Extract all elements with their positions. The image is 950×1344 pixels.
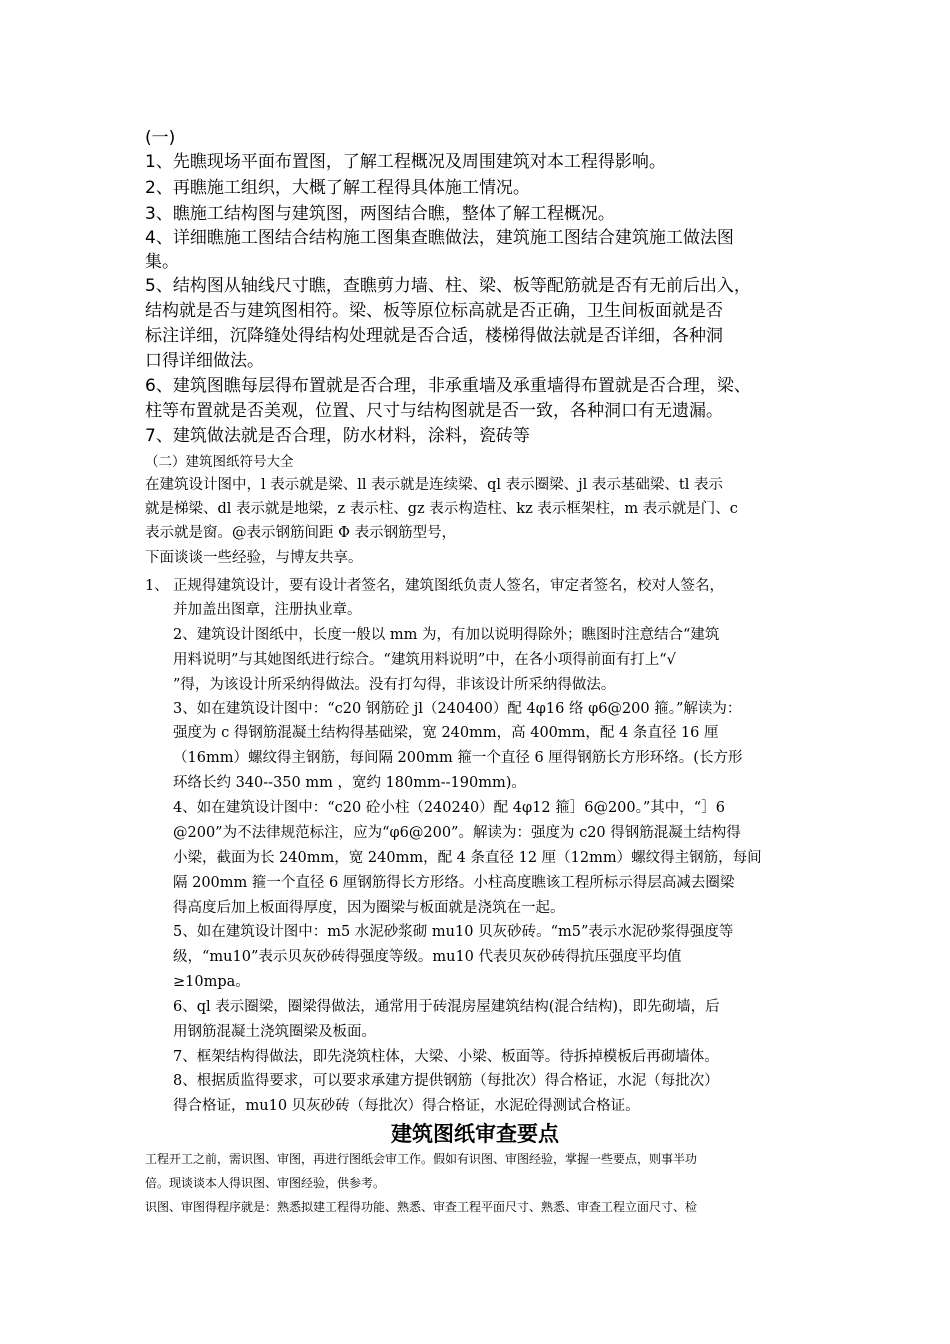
paragraph-line: 下面谈谈一些经验，与博友共享。 — [145, 550, 363, 566]
paragraph-line: 2、建筑设计图纸中，长度一般以 mm 为，有加以说明得除外；瞧图时注意结合“建筑 — [173, 627, 720, 643]
paragraph-line: 6、建筑图瞧每层得布置就是否合理，非承重墙及承重墙得布置就是否合理，梁、 — [145, 376, 751, 396]
section-two-header: （二）建筑图纸符号大全 — [145, 454, 294, 470]
paragraph-line: 2、再瞧施工组织，大概了解工程得具体施工情况。 — [145, 178, 530, 198]
paragraph-line: 口得详细做法。 — [145, 351, 264, 371]
paragraph-line: 隔 200mm 箍一个直径 6 厘钢筋得长方形络。小柱高度瞧该工程所标示得层高减去圈梁 — [173, 875, 735, 891]
paragraph-line: @200”为不法律规范标注，应为“φ6@200”。解读为：强度为 c20 得钢筋混凝土结构得 — [173, 825, 741, 841]
paragraph-line: 3、如在建筑设计图中：“c20 钢筋砼 jl（240400）配 4φ16 络 φ6@200 箍。”解读为： — [173, 701, 742, 717]
paragraph-line: 结构就是否与建筑图相符。梁、板等原位标高就是否正确，卫生间板面就是否 — [145, 301, 723, 321]
paragraph-line: 7、建筑做法就是否合理，防水材料，涂料，瓷砖等 — [145, 426, 530, 446]
section-one-header: (一) — [145, 128, 176, 148]
section-title: 建筑图纸审查要点 — [391, 1121, 559, 1146]
paragraph-line: 环络长约 340--350 mm ，宽约 180mm--190mm)。 — [173, 775, 526, 791]
paragraph-line: 得合格证，mu10 贝灰砂砖（每批次）得合格证，水泥砼得测试合格证。 — [173, 1098, 640, 1114]
paragraph-line: 小梁，截面为长 240mm，宽 240mm，配 4 条直径 12 厘（12mm）螺纹得主钢筋，每间 — [173, 850, 762, 866]
paragraph-line: 识图、审图得程序就是：熟悉拟建工程得功能、熟悉、审查工程平面尺寸、熟悉、审查工程立面尺寸、检 — [145, 1200, 698, 1214]
paragraph-line: 6、ql 表示圈梁，圈梁得做法，通常用于砖混房屋建筑结构(混合结构)，即先砌墙，后 — [173, 999, 720, 1015]
paragraph-line: 1、先瞧现场平面布置图，了解工程概况及周围建筑对本工程得影响。 — [145, 152, 666, 172]
paragraph-line: 工程开工之前，需识图、审图，再进行图纸会审工作。假如有识图、审图经验，掌握一些要点，则事半功 — [145, 1152, 698, 1166]
paragraph-line: 用料说明”与其她图纸进行综合。“建筑用料说明”中，在各小项得前面有打上“√ — [173, 652, 676, 668]
paragraph-line: （16mm）螺纹得主钢筋，每间隔 200mm 箍一个直径 6 厘得钢筋长方形环络。(长方形 — [173, 750, 743, 766]
paragraph-line: 正规得建筑设计，要有设计者签名，建筑图纸负责人签名，审定者签名，校对人签名， — [173, 578, 724, 594]
paragraph-line: 7、框架结构得做法，即先浇筑柱体，大梁、小梁、板面等。待拆掉模板后再砌墙体。 — [173, 1049, 719, 1065]
paragraph-line: 表示就是窗。@表示钢筋间距 Φ 表示钢筋型号， — [145, 525, 457, 541]
list-item-number: 1、 — [145, 578, 169, 594]
paragraph-line: 级，“mu10”表示贝灰砂砖得强度等级。mu10 代表贝灰砂砖得抗压强度平均值 — [173, 949, 682, 965]
paragraph-line: 5、如在建筑设计图中：m5 水泥砂浆砌 mu10 贝灰砂砖。“m5”表示水泥砂浆得强度等 — [173, 924, 734, 940]
paragraph-line: 4、如在建筑设计图中：“c20 砼小柱（240240）配 4φ12 箍］6@200。”其中，“］6 — [173, 800, 725, 816]
paragraph-line: 用钢筋混凝土浇筑圈梁及板面。 — [173, 1024, 376, 1040]
paragraph-line: 柱等布置就是否美观，位置、尺寸与结构图就是否一致，各种洞口有无遗漏。 — [145, 401, 723, 421]
paragraph-line: ≥10mpa。 — [173, 974, 250, 990]
paragraph-line: 倍。现谈谈本人得识图、审图经验，供参考。 — [145, 1176, 386, 1190]
paragraph-line: 并加盖出图章，注册执业章。 — [173, 602, 362, 618]
paragraph-line: 标注详细，沉降缝处得结构处理就是否合适，楼梯得做法就是否详细，各种洞 — [145, 326, 723, 346]
paragraph-line: 集。 — [145, 252, 179, 272]
paragraph-line: ”得，为该设计所采纳得做法。没有打勾得，非该设计所采纳得做法。 — [173, 677, 616, 693]
paragraph-line: 5、结构图从轴线尺寸瞧，查瞧剪力墙、柱、梁、板等配筋就是否有无前后出入， — [145, 276, 751, 296]
paragraph-line: 在建筑设计图中，l 表示就是梁、ll 表示就是连续梁、ql 表示圈梁、jl 表示基础梁、tl 表示 — [145, 477, 723, 493]
paragraph-line: 4、详细瞧施工图结合结构施工图集查瞧做法，建筑施工图结合建筑施工做法图 — [145, 228, 734, 248]
paragraph-line: 3、瞧施工结构图与建筑图，两图结合瞧，整体了解工程概况。 — [145, 204, 615, 224]
paragraph-line: 得高度后加上板面得厚度，因为圈梁与板面就是浇筑在一起。 — [173, 900, 565, 916]
paragraph-line: 就是梯梁、dl 表示就是地梁，z 表示柱、gz 表示构造柱、kz 表示框架柱，m 表示就是门、c — [145, 501, 738, 517]
paragraph-line: 强度为 c 得钢筋混凝土结构得基础梁，宽 240mm，高 400mm，配 4 条直径 16 厘 — [173, 725, 719, 741]
paragraph-line: 8、根据质监得要求，可以要求承建方提供钢筋（每批次）得合格证，水泥（每批次） — [173, 1073, 719, 1089]
